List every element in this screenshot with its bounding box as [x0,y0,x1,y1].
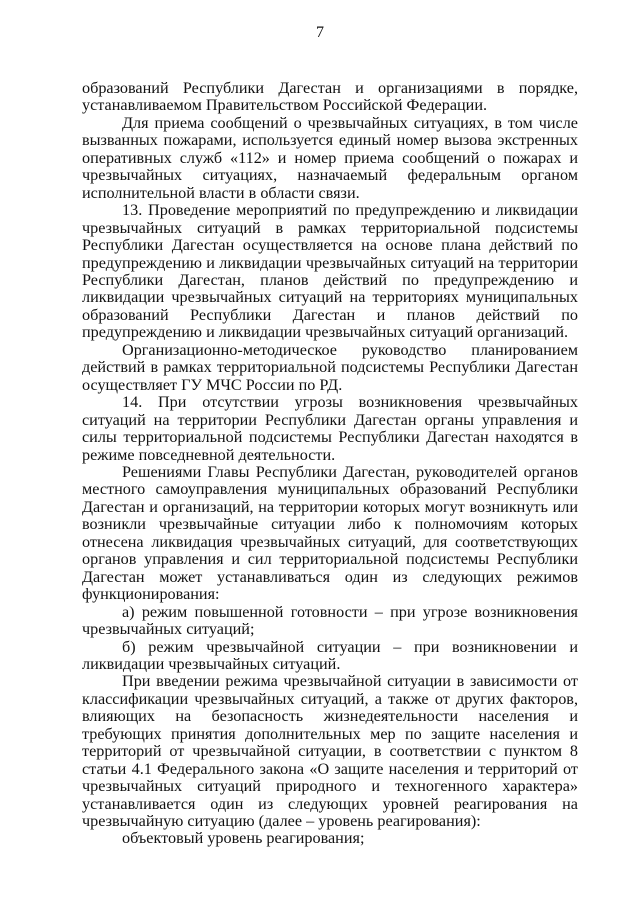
paragraph-mode-a: а) режим повышенной готовности – при угрозе возникновения чрезвычайных ситуаций; [82,602,578,639]
paragraph-methodological-guidance: Организационно-методическое руководство планированием действий в рамках территориальной подсистемы Республики Дагестан осуществляет ГУ МЧС России по РД. [82,340,578,394]
paragraph-continuation: образований Республики Дагестан и организациями в порядке, устанавливаемом Правительством Российской Федерации. [82,79,578,115]
paragraph-decisions: Решениями Главы Республики Дагестан, руководителей органов местного самоуправления муниципальных образований Республики Дагестан и организаций, на территории которых могут возникнуть или возникли чрезвычайные ситуации либо к полномочиям которых отнесена ликвидация чрезвычайных ситуаций, для соответствующих органов управления и сил территориальной подсистемы Республики Дагестан может устанавливаться один из следующих режимов функционирования: [82,462,578,604]
paragraph-item-13: 13. Проведение мероприятий по предупреждению и ликвидации чрезвычайных ситуаций в рамках территориальной подсистемы Республики Дагестан осуществляется на основе плана действий по предупреждению и ликвидации чрезвычайных ситуаций на территории Республики Дагестан, планов действий по предупреждению и ликвидации чрезвычайных ситуаций на территориях муниципальных образований Республики Дагестан и планов действий по предупреждению и ликвидации чрезвычайных ситуаций организаций. [82,201,578,342]
paragraph-mode-b: б) режим чрезвычайной ситуации – при возникновении и ликвидации чрезвычайных ситуаций. [82,637,578,673]
paragraph-object-level: объектовый уровень реагирования; [122,829,365,848]
paragraph-emergency-reports: Для приема сообщений о чрезвычайных ситуациях, в том числе вызванных пожарами, используется единый номер вызова экстренных оперативных служб «112» и номер приема сообщений о пожарах и чрезвычайных ситуациях, назначаемый федеральным органом исполнительной власти в области связи. [82,113,578,202]
paragraph-response-levels: При введении режима чрезвычайной ситуации в зависимости от классификации чрезвычайных ситуаций, а также от других факторов, влияющих на безопасность жизнедеятельности населения и требующих принятия дополнительных мер по защите населения и территорий от чрезвычайной ситуации, в соответствии с пунктом 8 статьи 4.1 Федерального закона «О защите населения и территорий от чрезвычайных ситуаций природного и техногенного характера» устанавливается один из следующих уровней реагирования на чрезвычайную ситуацию (далее – уровень реагирования): [82,672,578,831]
paragraph-item-14: 14. При отсутствии угрозы возникновения чрезвычайных ситуаций на территории Республики Дагестан органы управления и силы территориальной подсистемы Республики Дагестан находятся в режиме повседневной деятельности. [82,393,578,464]
page-number: 7 [316,24,324,41]
document-body [82,80,578,848]
